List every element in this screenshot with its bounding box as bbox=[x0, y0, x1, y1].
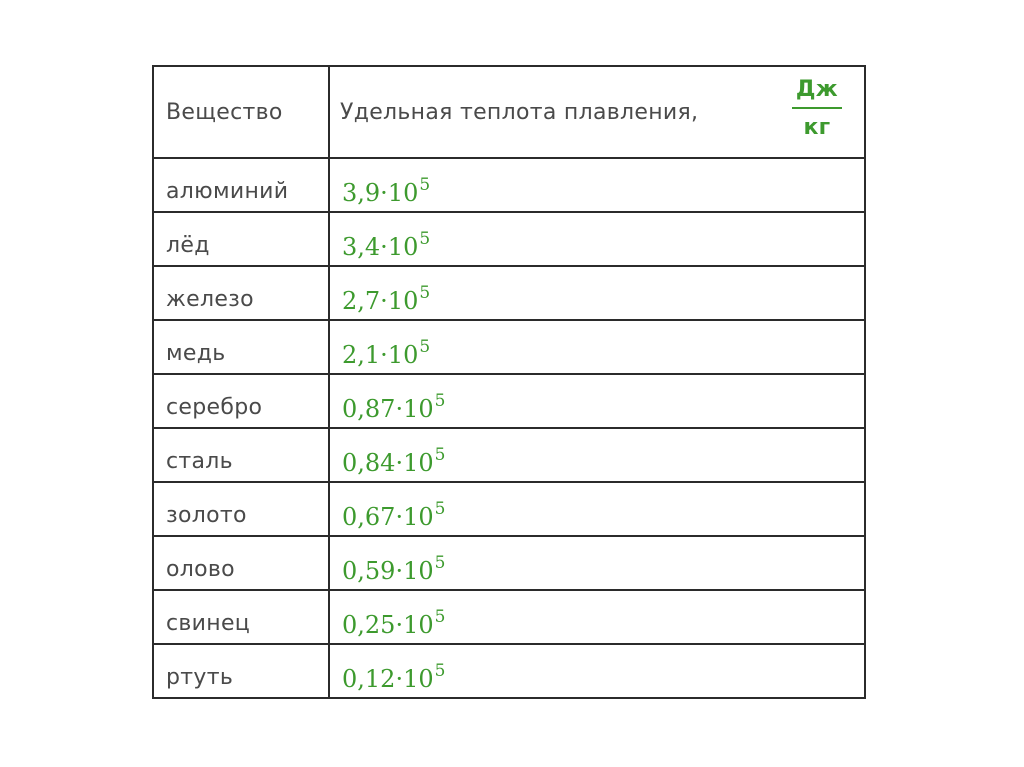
heat-value bbox=[342, 177, 430, 207]
value-exponent: 5 bbox=[419, 283, 431, 303]
multiplication-dot: · bbox=[380, 287, 388, 315]
substance-name: золото bbox=[166, 502, 247, 528]
table-row bbox=[153, 536, 865, 590]
substance-cell bbox=[153, 374, 329, 428]
substance-name: серебро bbox=[166, 394, 263, 420]
substance-cell bbox=[153, 158, 329, 212]
melting-heat-table bbox=[152, 65, 866, 699]
value-base: 10 bbox=[403, 557, 434, 585]
substance-cell bbox=[153, 644, 329, 698]
substance-cell bbox=[153, 428, 329, 482]
heat-value-cell bbox=[329, 644, 865, 698]
heat-value bbox=[342, 231, 430, 261]
heat-value-cell bbox=[329, 320, 865, 374]
value-base: 10 bbox=[403, 395, 434, 423]
heat-value-cell bbox=[329, 158, 865, 212]
heat-value bbox=[342, 447, 445, 477]
value-base: 10 bbox=[403, 449, 434, 477]
heat-value bbox=[342, 663, 445, 693]
value-mantissa: 0,84 bbox=[342, 449, 396, 477]
multiplication-dot: · bbox=[380, 179, 388, 207]
value-mantissa: 0,12 bbox=[342, 665, 396, 693]
table-row bbox=[153, 320, 865, 374]
heat-value-cell bbox=[329, 428, 865, 482]
value-base: 10 bbox=[387, 287, 419, 315]
multiplication-dot: · bbox=[395, 449, 404, 477]
value-base: 10 bbox=[403, 503, 434, 531]
heat-value-cell bbox=[329, 374, 865, 428]
substance-name: лёд bbox=[166, 232, 210, 258]
value-exponent: 5 bbox=[434, 499, 446, 519]
heat-value-cell bbox=[329, 212, 865, 266]
value-base: 10 bbox=[403, 611, 434, 639]
table-row bbox=[153, 482, 865, 536]
table-row bbox=[153, 266, 865, 320]
value-exponent: 5 bbox=[419, 337, 431, 357]
heat-column-header bbox=[329, 66, 865, 158]
substance-cell bbox=[153, 266, 329, 320]
multiplication-dot: · bbox=[380, 233, 388, 261]
table-body bbox=[153, 158, 865, 698]
value-exponent: 5 bbox=[434, 445, 446, 465]
heat-value bbox=[342, 609, 445, 639]
value-exponent: 5 bbox=[419, 229, 431, 249]
table-row bbox=[153, 644, 865, 698]
substance-name: олово bbox=[166, 556, 235, 582]
value-exponent: 5 bbox=[434, 661, 446, 681]
value-mantissa: 2,1 bbox=[342, 341, 381, 369]
table-row bbox=[153, 374, 865, 428]
table-row bbox=[153, 158, 865, 212]
substance-name: свинец bbox=[166, 610, 251, 636]
heat-value bbox=[342, 555, 445, 585]
value-mantissa: 3,4 bbox=[342, 233, 381, 261]
heat-value-cell bbox=[329, 536, 865, 590]
value-mantissa: 3,9 bbox=[342, 179, 381, 207]
value-exponent: 5 bbox=[419, 175, 431, 195]
substance-cell bbox=[153, 536, 329, 590]
value-exponent: 5 bbox=[434, 391, 446, 411]
multiplication-dot: · bbox=[395, 665, 404, 693]
value-base: 10 bbox=[403, 665, 434, 693]
multiplication-dot: · bbox=[395, 395, 404, 423]
substance-cell bbox=[153, 590, 329, 644]
multiplication-dot: · bbox=[395, 611, 404, 639]
value-mantissa: 0,87 bbox=[342, 395, 396, 423]
substance-name: железо bbox=[166, 286, 254, 312]
substance-name: медь bbox=[166, 340, 226, 366]
substance-name: ртуть bbox=[166, 664, 234, 690]
substance-name: сталь bbox=[166, 448, 233, 474]
value-exponent: 5 bbox=[434, 553, 446, 573]
substance-cell bbox=[153, 320, 329, 374]
multiplication-dot: · bbox=[395, 557, 404, 585]
heat-value-cell bbox=[329, 482, 865, 536]
unit-fraction bbox=[792, 79, 842, 139]
substance-column-header: Вещество bbox=[153, 66, 329, 158]
table-row bbox=[153, 428, 865, 482]
multiplication-dot: · bbox=[395, 503, 404, 531]
heat-value bbox=[342, 501, 445, 531]
value-mantissa: 2,7 bbox=[342, 287, 381, 315]
heat-column-label: Удельная теплота плавления, bbox=[340, 99, 699, 125]
unit-numerator: Дж bbox=[792, 79, 842, 109]
value-base: 10 bbox=[387, 233, 419, 261]
heat-value bbox=[342, 285, 430, 315]
heat-value-cell bbox=[329, 590, 865, 644]
value-base: 10 bbox=[387, 179, 419, 207]
substance-cell bbox=[153, 482, 329, 536]
value-mantissa: 0,25 bbox=[342, 611, 396, 639]
substance-cell bbox=[153, 212, 329, 266]
heat-value bbox=[342, 393, 445, 423]
value-base: 10 bbox=[387, 341, 419, 369]
unit-denominator: кг bbox=[803, 115, 831, 140]
value-mantissa: 0,59 bbox=[342, 557, 396, 585]
multiplication-dot: · bbox=[380, 341, 388, 369]
table-row bbox=[153, 590, 865, 644]
value-exponent: 5 bbox=[434, 607, 446, 627]
heat-value bbox=[342, 339, 430, 369]
heat-value-cell bbox=[329, 266, 865, 320]
value-mantissa: 0,67 bbox=[342, 503, 396, 531]
table-row bbox=[153, 212, 865, 266]
substance-name: алюминий bbox=[166, 178, 289, 204]
table-header-row bbox=[153, 66, 865, 158]
